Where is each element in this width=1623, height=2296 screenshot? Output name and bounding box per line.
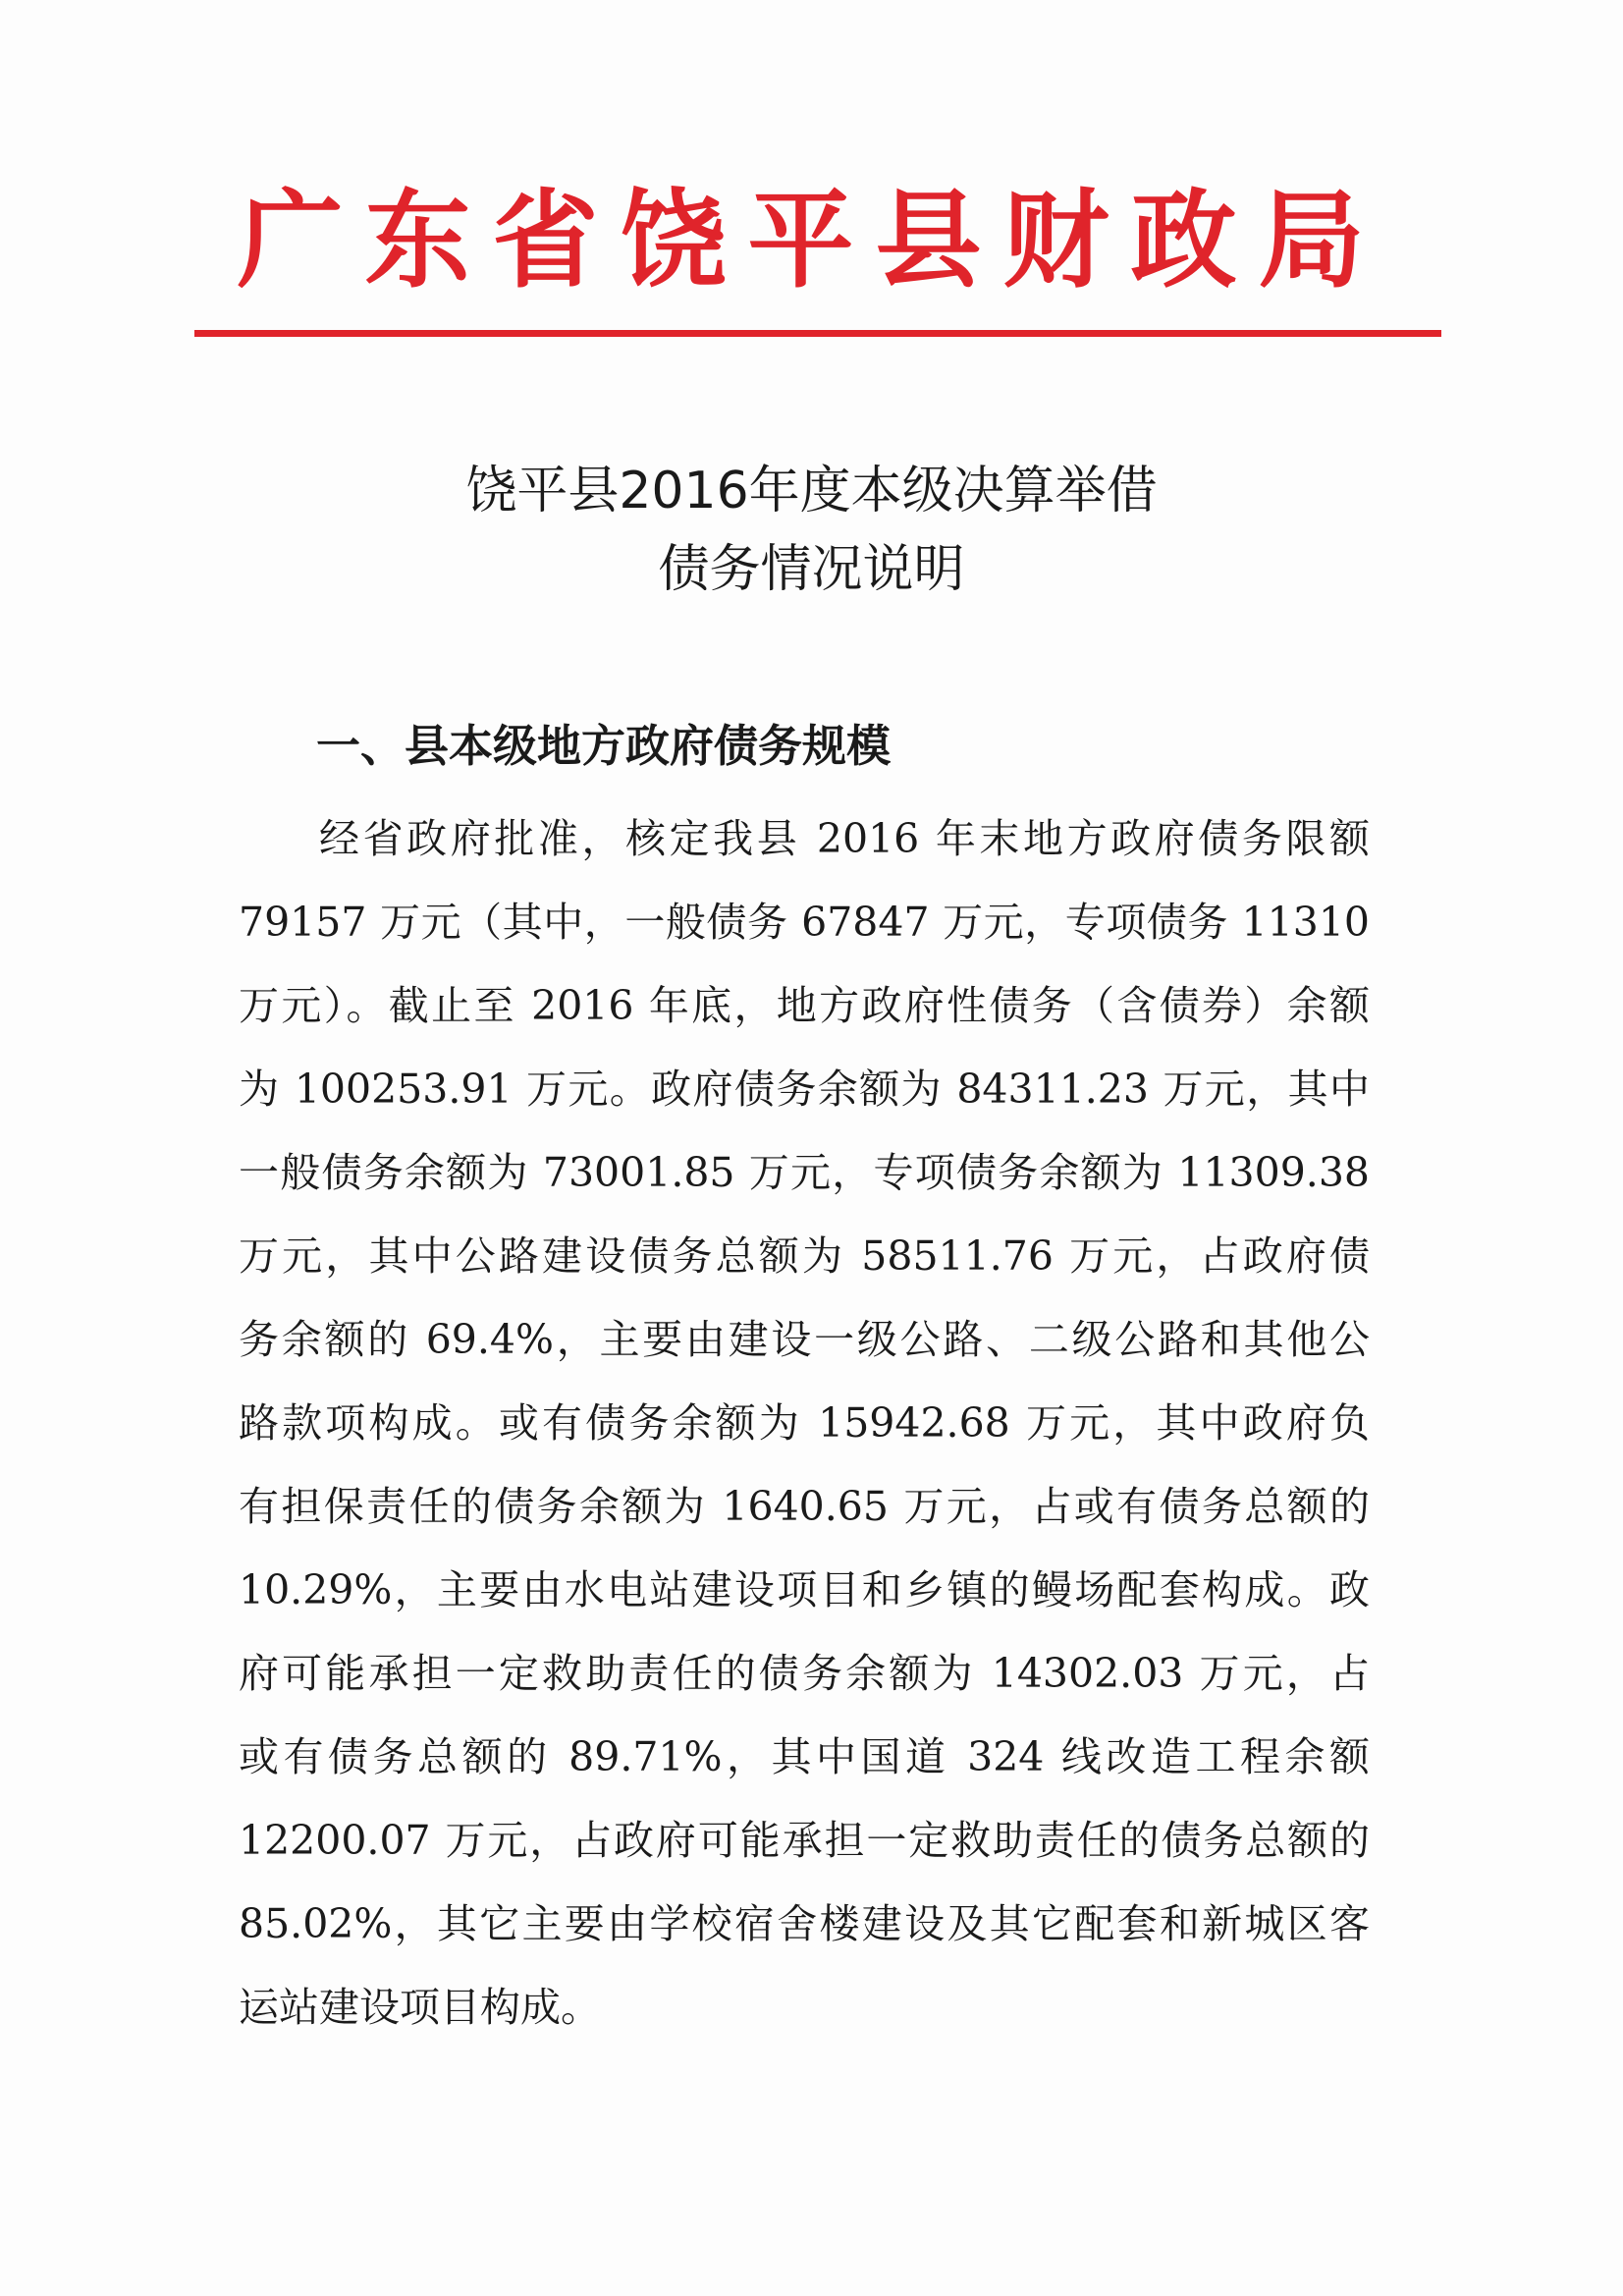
paragraph-line: 为 100253.91 万元。政府债务余额为 84311.23 万元，其中 <box>239 1066 1370 1113</box>
paragraph-line: 务余额的 69.4%，主要由建设一级公路、二级公路和其他公 <box>239 1316 1370 1363</box>
paragraph-line: 有担保责任的债务余额为 1640.65 万元，占或有债务总额的 <box>239 1483 1370 1530</box>
letterhead-red-rule <box>194 330 1441 337</box>
body-paragraph <box>239 797 1370 2050</box>
section-heading: 一、县本级地方政府债务规模 <box>316 720 892 772</box>
paragraph-line: 85.02%，其它主要由学校宿舍楼建设及其它配套和新城区客 <box>239 1900 1370 1947</box>
document-title <box>177 452 1446 609</box>
letterhead-org-name: 广东省饶平县财政局 <box>237 179 1386 302</box>
document-title-line-2: 债务情况说明 <box>658 540 965 599</box>
paragraph-line: 10.29%，主要由水电站建设项目和乡镇的鳗场配套构成。政 <box>239 1566 1370 1613</box>
document-title-line-1: 饶平县2016年度本级决算举借 <box>465 462 1158 520</box>
paragraph-line: 经省政府批准，核定我县 2016 年末地方政府债务限额 <box>319 815 1370 862</box>
paragraph-line: 万元）。截止至 2016 年底，地方政府性债务（含债券）余额 <box>239 982 1370 1029</box>
paragraph-line: 万元，其中公路建设债务总额为 58511.76 万元，占政府债 <box>239 1232 1370 1280</box>
paragraph-line: 府可能承担一定救助责任的债务余额为 14302.03 万元，占 <box>239 1650 1370 1697</box>
paragraph-line: 12200.07 万元，占政府可能承担一定救助责任的债务总额的 <box>239 1817 1370 1864</box>
paragraph-line: 79157 万元（其中，一般债务 67847 万元，专项债务 11310 <box>239 899 1370 946</box>
paragraph-line: 路款项构成。或有债务余额为 15942.68 万元，其中政府负 <box>239 1399 1370 1447</box>
paragraph-line: 运站建设项目构成。 <box>239 1984 601 2031</box>
paragraph-line: 或有债务总额的 89.71%，其中国道 324 线改造工程余额 <box>239 1733 1370 1780</box>
paragraph-line: 一般债务余额为 73001.85 万元，专项债务余额为 11309.38 <box>239 1149 1370 1196</box>
